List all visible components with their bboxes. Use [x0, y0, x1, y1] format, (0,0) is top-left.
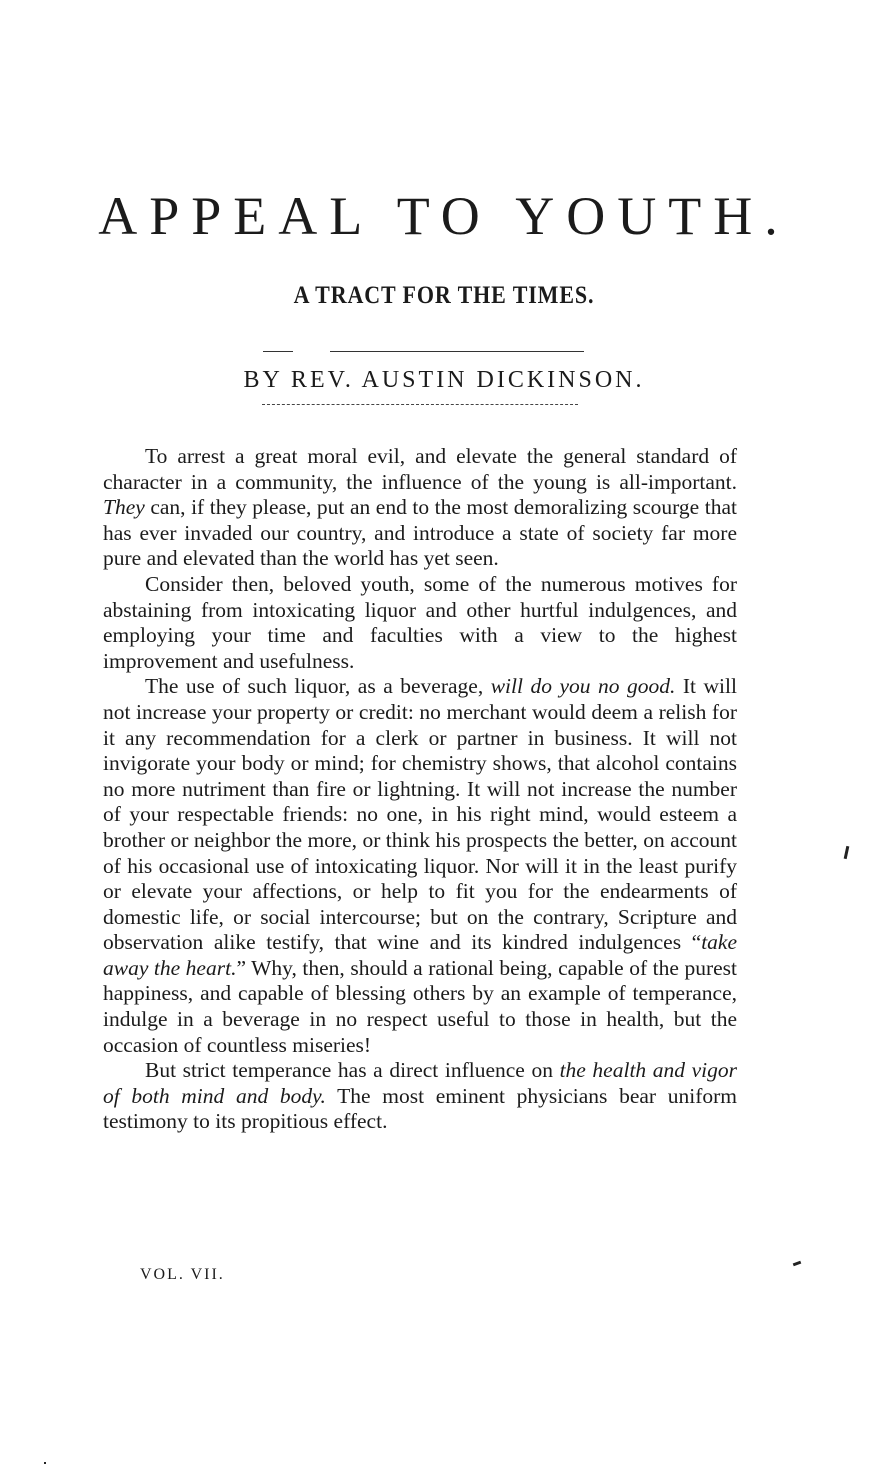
divider-bottom: [262, 404, 578, 405]
paragraph-1: To arrest a great moral evil, and elevate the general standard of character in a community, the influence of the young is all-important. They can, if they please, put an end to the most demoralizing scourge that has ever invaded our country, and introduce a state of society far more pure and elevated than the world has yet seen.: [103, 444, 737, 571]
paragraph-3: The use of such liquor, as a beverage, will do you no good. It will not increase your property or credit: no merchant would deem a relish for it any recommendation for a clerk or partner in business. It will not invigorate your body or mind; for chemistry shows, that alcohol contains no more nutriment than fire or lightning. It will not increase the number of your respectable friends: no one, in his right mind, would esteem a brother or neighbor the more, or think his prospects the better, on account of his occasional use of intoxicating liquor. Nor will it in the least purify or elevate your affections, or help to fit you for the endearments of domestic life, or social intercourse; but on the contrary, Scripture and observation alike testify, that wine and its kindred indulgences “take away the heart.” Why, then, should a rational being, capable of the purest happiness, and capable of blessing others by an example of temperance, indulge in a beverage in no respect useful to those in health, but the occasion of countless miseries!: [103, 674, 737, 1057]
page-title: APPEAL TO YOUTH.: [98, 186, 790, 246]
author-byline: BY REV. AUSTIN DICKINSON.: [243, 367, 645, 393]
ink-speck: [793, 1261, 802, 1267]
ink-speck: [44, 1462, 46, 1464]
signature-mark: VOL. VII.: [140, 1266, 225, 1283]
divider-top-short: [263, 351, 293, 352]
ink-speck: [844, 846, 850, 859]
page-subtitle: A TRACT FOR THE TIMES.: [293, 282, 595, 309]
body-text: [103, 444, 737, 1135]
divider-top-long: [330, 351, 584, 352]
paragraph-4: But strict temperance has a direct influence on the health and vigor of both mind and body. The most eminent physicians bear uniform testimony to its propitious effect.: [103, 1058, 737, 1134]
paragraph-2: Consider then, beloved youth, some of the numerous motives for abstaining from intoxicating liquor and other hurtful indulgences, and employing your time and faculties with a view to the highest improvement and usefulness.: [103, 571, 737, 673]
